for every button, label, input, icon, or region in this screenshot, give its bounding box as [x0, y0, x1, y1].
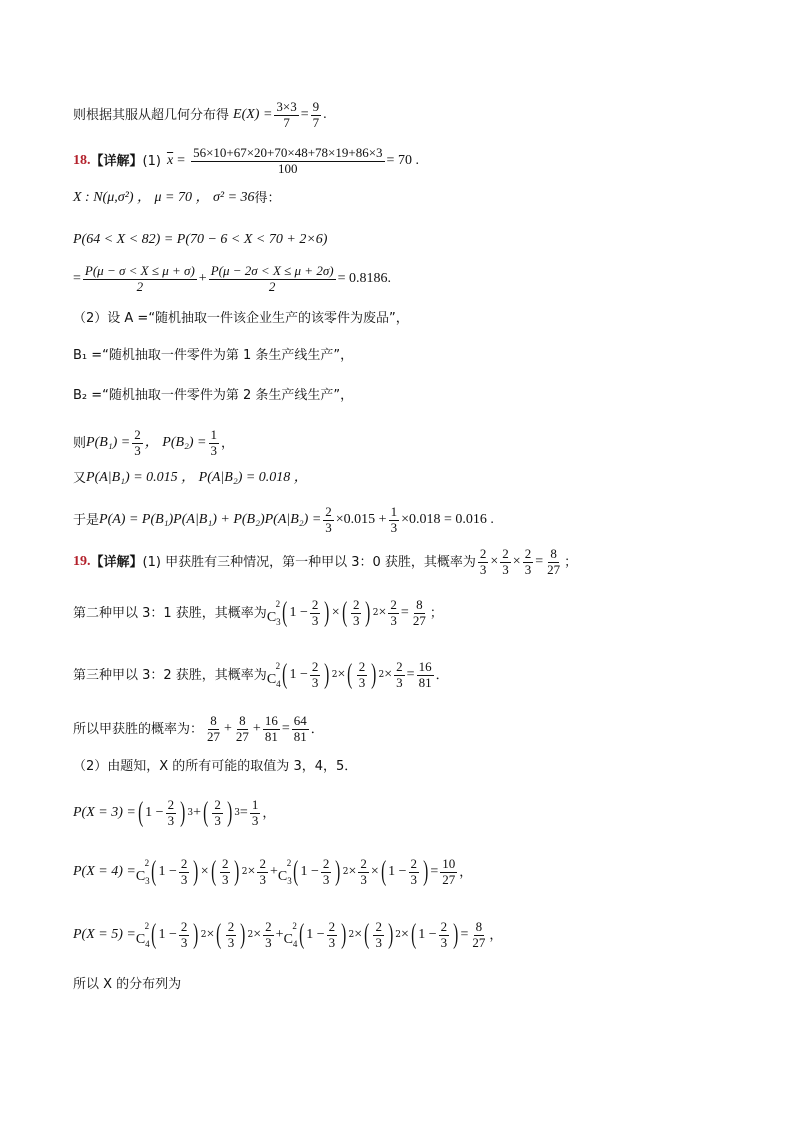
- line-normal-distribution: [73, 191, 281, 205]
- line-win-probability: [73, 714, 324, 745]
- plus: +: [275, 927, 284, 943]
- text: ，: [221, 435, 235, 451]
- text: 又: [73, 470, 87, 486]
- period: .: [323, 107, 327, 123]
- fraction: $\frac{8}{27}$: [412, 597, 426, 628]
- line-hypergeometric-expectation: [73, 100, 327, 131]
- times: ×: [337, 667, 346, 683]
- combination: $C_4^2$: [135, 920, 150, 949]
- period: ．: [435, 667, 449, 683]
- math: P(A) = P(B₁)P(A|B₁) + P(B₂)P(A|B₂) =: [99, 512, 322, 528]
- fraction: $\frac{1}{3}$: [390, 504, 398, 535]
- combination: $C_3^2$: [266, 598, 281, 627]
- text: 1 −: [300, 864, 319, 880]
- equals: =: [177, 153, 186, 169]
- fraction: $\frac{2}{3}$: [180, 856, 188, 887]
- text: B₂ =“随机抽取一件零件为第 2 条生产线生产”，: [73, 388, 354, 403]
- mean-symbol: $\overline{x}$: [166, 153, 174, 169]
- combination: $C_4^2$: [266, 660, 281, 689]
- text: 1 −: [306, 927, 325, 943]
- line-total-probability: [73, 505, 494, 536]
- math: ×0.018 = 0.016 .: [401, 512, 494, 528]
- combination: $C_3^2$: [135, 857, 150, 886]
- text: 第二种甲以 3：1 获胜，其概率为: [73, 605, 267, 621]
- line-possible-values: [73, 760, 357, 773]
- comma: ，: [262, 805, 276, 821]
- fraction: $\frac{8}{27}$: [547, 546, 561, 577]
- result: = 0.8186.: [337, 271, 391, 287]
- math: P(X = 4) =: [73, 864, 136, 880]
- combination: $C_4^2$: [283, 920, 298, 949]
- fraction: $\frac{2}{3}$: [410, 856, 418, 887]
- fraction: $\frac{8}{27}$: [235, 713, 249, 744]
- fraction: $\frac{2}{3}$: [214, 797, 221, 828]
- times: ×: [490, 554, 499, 570]
- line-event-a: [73, 312, 409, 325]
- fraction: $\frac{2}{3}$: [440, 919, 448, 950]
- comma: ，: [459, 864, 473, 880]
- question-number-19: 19.: [73, 554, 91, 570]
- line-conditional-probabilities: [73, 471, 308, 485]
- fraction: $\frac{8}{27}$: [207, 713, 221, 744]
- text: 1 −: [145, 805, 164, 821]
- line-case-three: 第三种甲以 3：2 获胜，其概率为 $C_4^2$ ( 1 − $\frac{2}{3}$ ) 2 × ( $\frac{2}{3}$ ) 2 × $\frac{2}{3}$ = $\frac{16}{81}$ ．: [73, 659, 449, 691]
- fraction: $\frac{2}{3}$: [227, 919, 235, 950]
- fraction: $\frac{2}{3}$: [134, 427, 141, 458]
- text: 则根据其服从超几何分布得: [73, 107, 230, 123]
- text: B₁ =“随机抽取一件零件为第 1 条生产线生产”，: [73, 348, 354, 363]
- semicolon: ；: [564, 554, 578, 570]
- times: ×: [200, 864, 209, 880]
- line-event-b1: [73, 349, 353, 362]
- math: P(X = 3) =: [73, 805, 136, 821]
- fraction: $\frac{2}{3}$: [352, 597, 360, 628]
- fraction: $\frac{2}{3}$: [328, 919, 336, 950]
- fraction: $\frac{10}{27}$: [442, 856, 456, 887]
- part-label: (1): [142, 153, 161, 169]
- fraction: $\frac{2}{3}$: [311, 659, 319, 690]
- line-q19-case-one: [73, 547, 577, 578]
- comma: ，: [489, 927, 503, 943]
- line-q18-mean: [73, 146, 419, 177]
- answer-tag: 【详解】: [90, 153, 143, 169]
- fraction: $\frac{2}{3}$: [259, 856, 266, 887]
- fraction: $\frac{1}{3}$: [210, 427, 218, 458]
- line-case-two: 第二种甲以 3：1 获胜，其概率为 $C_3^2$ ( 1 − $\frac{2}{3}$ ) × ( $\frac{2}{3}$ ) 2 × $\frac{2}{3}$ = $\frac{8}{27}$ ；: [73, 597, 443, 629]
- text: （2）由题知，X 的所有可能的取值为 3，4，5．: [73, 759, 358, 774]
- fraction: $\frac{2}{3}$: [358, 659, 366, 690]
- text: (1) 甲获胜有三种情况，第一种甲以 3：0 获胜，其概率为: [142, 554, 476, 570]
- math: ， P(B₂) =: [144, 435, 207, 451]
- fraction: $\frac{2}{3}$: [167, 797, 175, 828]
- fraction: $\frac{2}{3}$: [322, 856, 330, 887]
- line-probability-interval: [73, 233, 327, 247]
- plus: +: [193, 805, 202, 821]
- equals: =: [281, 721, 290, 737]
- fraction: $\frac{2}{3}$: [375, 919, 382, 950]
- equals: =: [406, 667, 415, 683]
- fraction: $\frac{1}{3}$: [251, 797, 259, 828]
- plus: +: [269, 864, 278, 880]
- fraction: $\frac{2}{3}$: [221, 856, 229, 887]
- line-p-x-5: P(X = 5) = $C_4^2$ ( 1 − $\frac{2}{3}$ ) 2 × ( $\frac{2}{3}$ ) 2 × $\frac{2}{3}$ + $C_4^2$ ( 1 − $\frac{2}{3}$ ) 2 × ( $\frac{2}{3}$ ) 2 × ( 1 − $\frac{2}{3}$ ) = $\frac{8}{27}$ ，: [73, 919, 503, 951]
- answer-tag: 【详解】: [90, 554, 143, 570]
- fraction: $\frac{2}{3}$: [524, 546, 532, 577]
- times: ×: [354, 927, 363, 943]
- question-number-18: 18.: [73, 153, 91, 169]
- equals: =: [460, 927, 469, 943]
- text: 第三种甲以 3：2 获胜，其概率为: [73, 667, 267, 683]
- equals: =: [430, 864, 439, 880]
- fraction: $\frac{9}{7}$: [312, 99, 320, 130]
- fraction: $\frac{2}{3}$: [390, 597, 397, 628]
- text: 1 −: [289, 605, 308, 621]
- times: ×: [370, 864, 379, 880]
- mean-result: = 70 .: [386, 153, 419, 169]
- plus: +: [224, 721, 232, 737]
- fraction: $\frac{8}{27}$: [472, 919, 486, 950]
- fraction: $\frac{2}{3}$: [479, 546, 487, 577]
- times: ×: [331, 605, 340, 621]
- fraction: $\frac{2}{3}$: [325, 504, 332, 535]
- text: 得：: [254, 190, 281, 206]
- equals: =: [400, 605, 409, 621]
- text: 1 −: [388, 864, 407, 880]
- times: ×: [384, 667, 393, 683]
- math: P(A|B₁) = 0.015 ， P(A|B₂) = 0.018 ，: [86, 470, 308, 485]
- line-distribution-intro: [73, 978, 181, 991]
- fraction: $\frac{16}{81}$: [418, 659, 432, 690]
- text: 1 −: [158, 927, 177, 943]
- text: 所以 X 的分布列为: [73, 977, 182, 992]
- equals: =: [300, 107, 309, 123]
- times: ×: [253, 927, 262, 943]
- fraction: $\frac{P(\mu - \sigma < X \le \mu + \sigma)}{2}$: [84, 263, 195, 294]
- math: E(X) =: [233, 107, 273, 123]
- math: P(X = 5) =: [73, 927, 136, 943]
- math: ×0.015 +: [335, 512, 387, 528]
- fraction: $\frac{P(\mu - 2\sigma < X \le \mu + 2\sigma)}{2}$: [210, 263, 334, 294]
- fraction: $\frac{2}{3}$: [396, 659, 403, 690]
- line-probability-sum: [73, 264, 391, 295]
- line-p-x-4: P(X = 4) = $C_3^2$ ( 1 − $\frac{2}{3}$ ) × ( $\frac{2}{3}$ ) 2 × $\frac{2}{3}$ + $C_3^2$ ( 1 − $\frac{2}{3}$ ) 2 × $\frac{2}{3}$ × ( 1 − $\frac{2}{3}$ ) = $\frac{10}{27}$ ，: [73, 856, 473, 888]
- fraction: $\frac{2}{3}$: [180, 919, 188, 950]
- text: （2）设 A =“随机抽取一件该企业生产的该零件为废品”，: [73, 311, 409, 326]
- fraction: $\frac{64}{81}$: [293, 713, 307, 744]
- math: P(64 < X < 82) = P(70 − 6 < X < 70 + 2×6): [73, 232, 328, 247]
- fraction: $\frac{2}{3}$: [502, 546, 509, 577]
- times: ×: [512, 554, 521, 570]
- text: 1 −: [158, 864, 177, 880]
- equals: =: [239, 805, 248, 821]
- line-prior-probabilities: [73, 428, 234, 459]
- mean-fraction: $\frac{56\times 10+67\times 20+70\times 48+78\times 19+86\times 3}{100}$: [193, 145, 383, 176]
- text: 所以甲获胜的概率为：: [73, 721, 204, 737]
- plus: +: [252, 721, 261, 737]
- fraction: $\frac{3\times 3}{7}$: [276, 99, 297, 130]
- line-event-b2: [73, 389, 353, 402]
- combination: $C_3^2$: [277, 857, 292, 886]
- times: ×: [348, 864, 357, 880]
- line-p-x-3: P(X = 3) = ( 1 − $\frac{2}{3}$ ) 3 + ( $\frac{2}{3}$ ) 3 = $\frac{1}{3}$ ，: [73, 797, 276, 829]
- fraction: $\frac{2}{3}$: [311, 597, 319, 628]
- times: ×: [206, 927, 215, 943]
- times: ×: [378, 605, 387, 621]
- text: 1 −: [418, 927, 437, 943]
- fraction: $\frac{2}{3}$: [265, 919, 272, 950]
- text: 1 −: [289, 667, 308, 683]
- times: ×: [247, 864, 256, 880]
- text: 则: [73, 435, 87, 451]
- period: ．: [310, 721, 324, 737]
- equals: =: [73, 271, 81, 287]
- text: 于是: [73, 512, 100, 528]
- fraction: $\frac{16}{81}$: [264, 713, 278, 744]
- fraction: $\frac{2}{3}$: [360, 856, 367, 887]
- plus: +: [198, 271, 207, 287]
- semicolon: ；: [429, 605, 443, 621]
- math: X : N(μ,σ²) ， μ = 70 ， σ² = 36: [73, 190, 255, 205]
- times: ×: [401, 927, 409, 943]
- equals: =: [535, 554, 544, 570]
- math: P(B₁) =: [86, 435, 131, 451]
